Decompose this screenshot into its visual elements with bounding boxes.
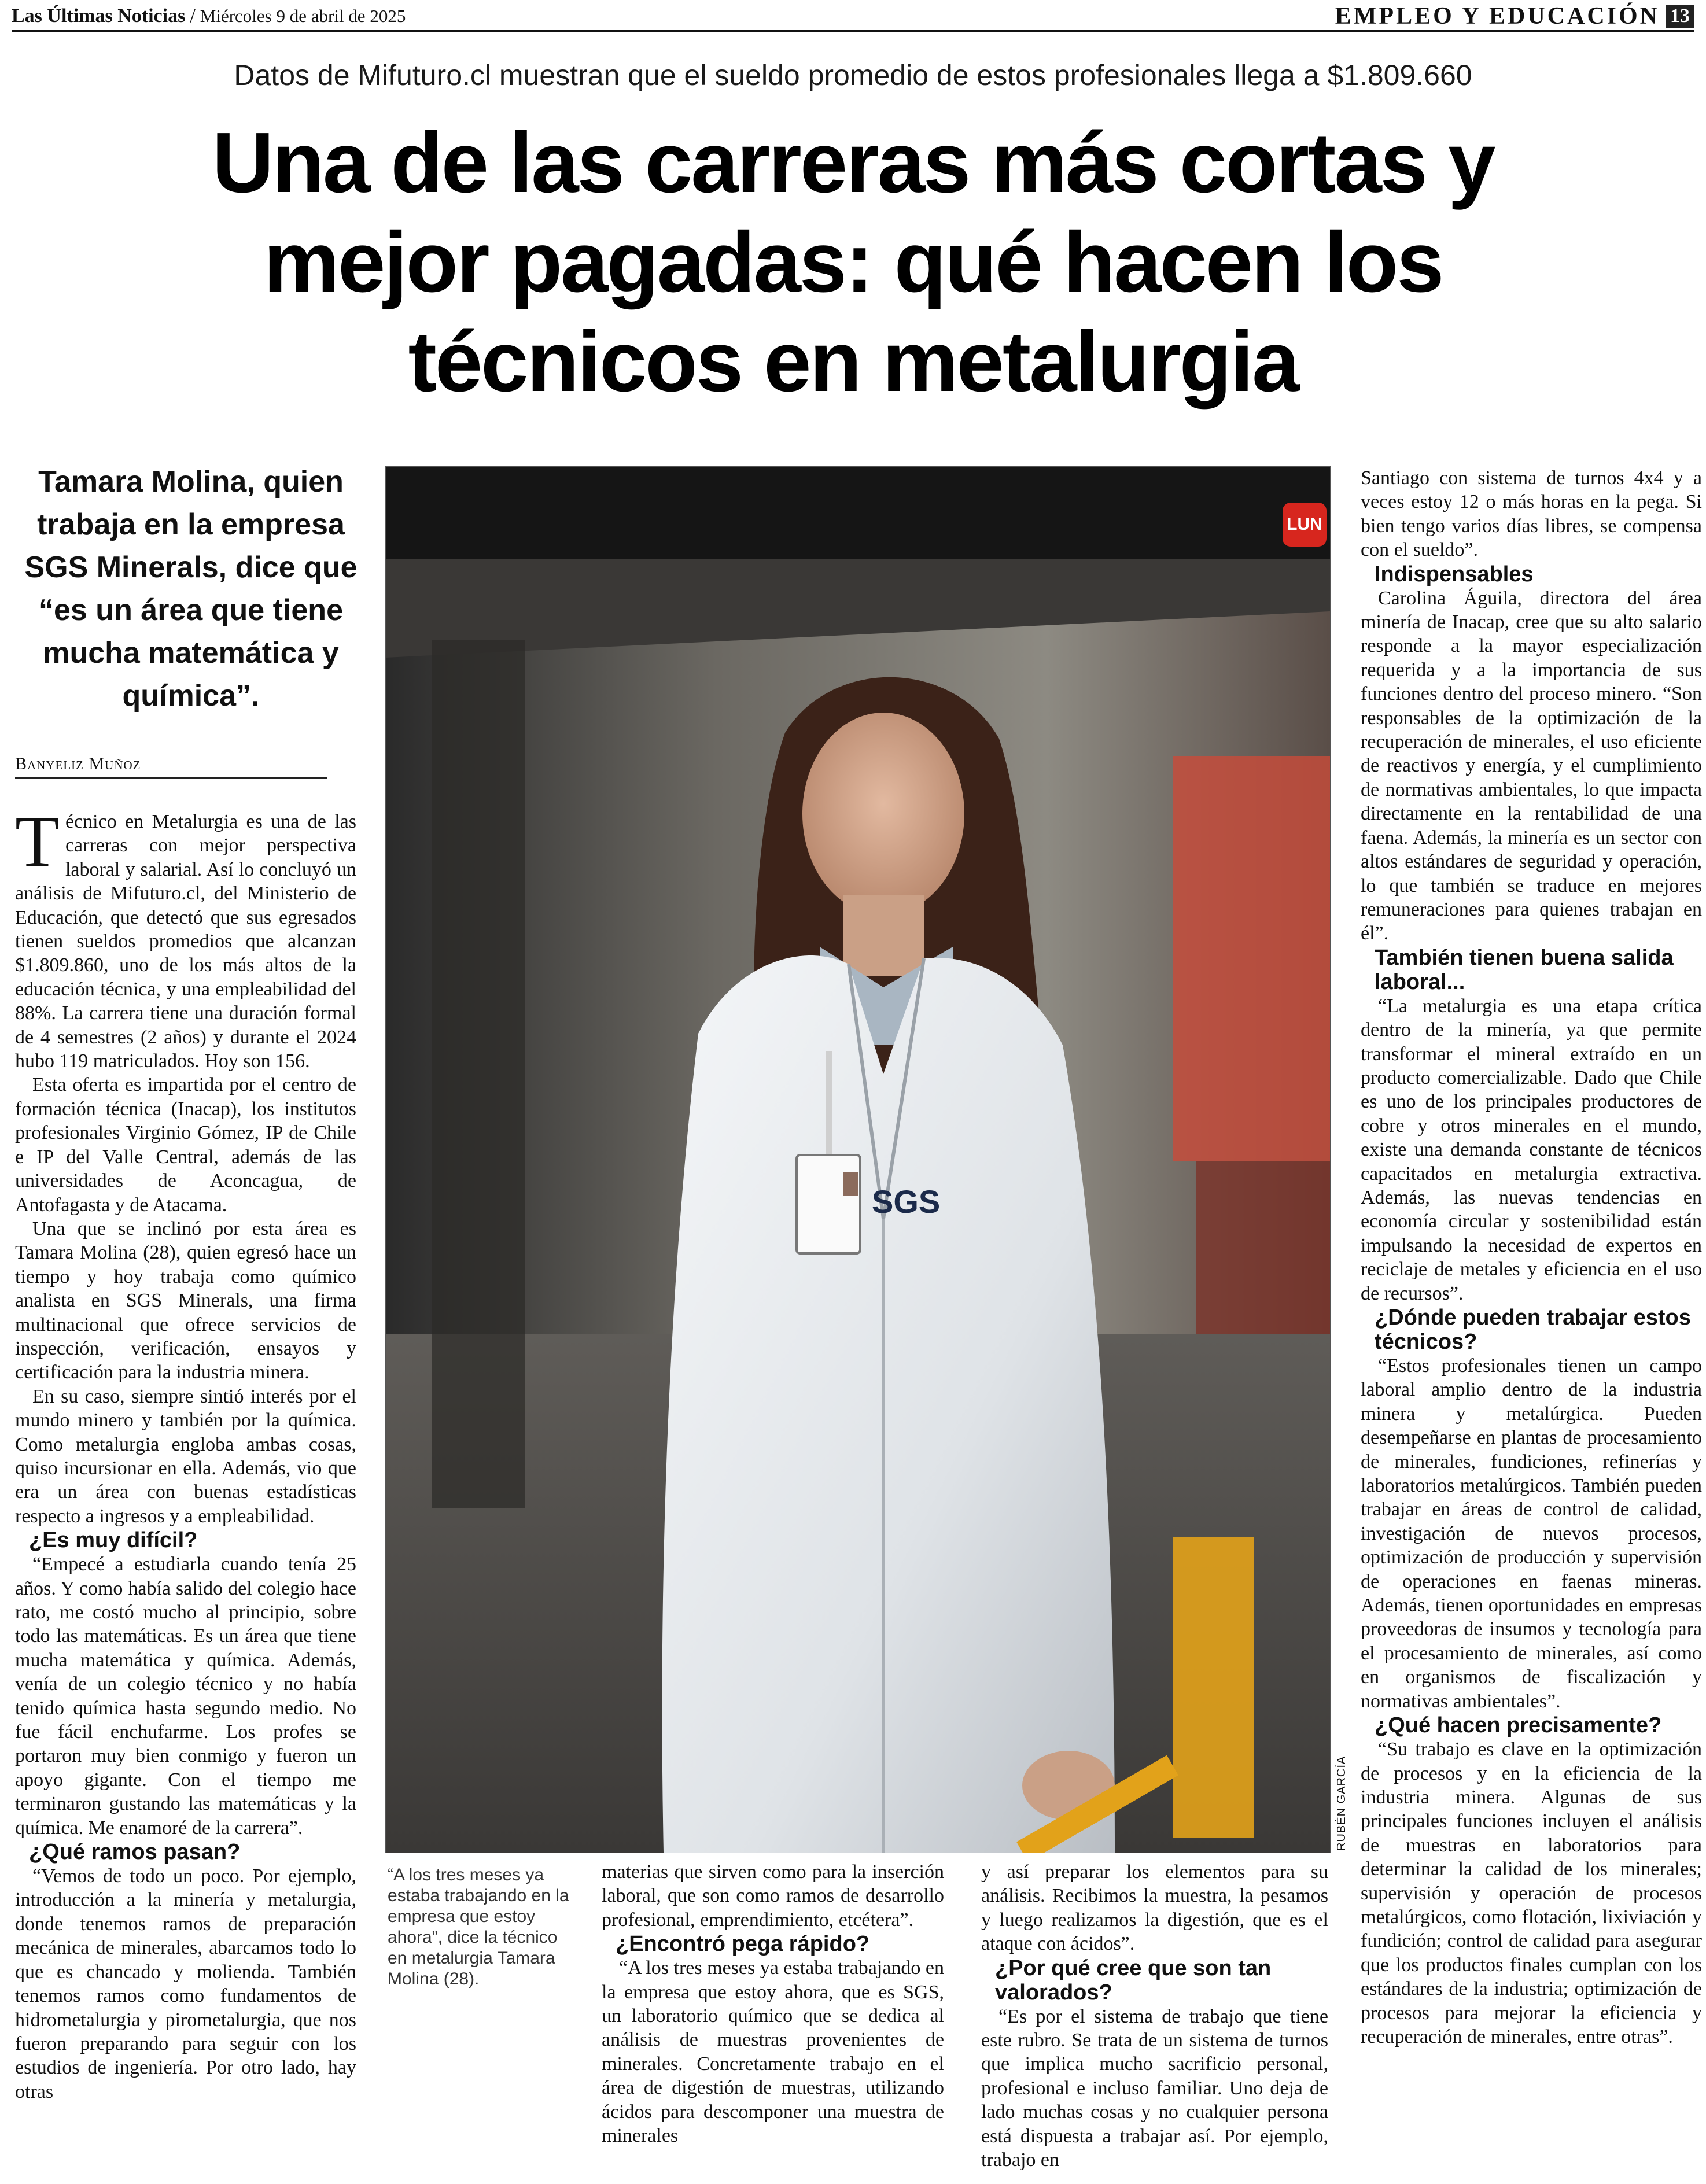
- masthead: [12, 3, 1694, 32]
- dropcap: T: [15, 810, 60, 882]
- paragraph: “Estos profesionales tienen un campo laboral amplio dentro de la industria minera y metalúrgica. Pueden desempeñarse en plantas de procesamiento de minerales, fundiciones, refinerías y laboratorios metalúrgicos. También pueden trabajar en áreas de control de calidad, investigación de nuevos procesos, optimización de producción y supervisión de operaciones en faenas mineras. Además, tienen oportunidades en empresas proveedoras de insumos y tecnología para el procesamiento de minerales, así como en organismos de fiscalización y normativas ambientales”.: [1361, 1355, 1702, 1712]
- paragraph: “Es por el sistema de trabajo que tiene este rubro. Se trata de un sistema de turnos que implica mucho sacrificio personal, profesional e incluso familiar. Uno deja de lado muchas cosas y no cualquier persona está dispuesta a trabajar así. Por ejemplo, trabajo en: [981, 2005, 1328, 2171]
- subheading: También tienen buena salida laboral...: [1375, 945, 1674, 994]
- paragraph: écnico en Metalurgia es una de las carreras con mejor perspectiva laboral y salarial. Así lo concluyó un análisis de Mifuturo.cl, del Ministerio de Educación, que detectó que sus egresados tienen sueldos promedios que alcanzan $1.809.860, uno de los más altos de la educación técnica, y una empleabilidad del 88%. La carrera tiene una duración formal de 4 semestres (2 años) y durante el 2024 hubo 119 matriculados. Hoy son 156.: [15, 811, 356, 1072]
- subheading: ¿Es muy difícil?: [29, 1528, 198, 1553]
- column-body: [1361, 466, 1702, 2049]
- column-body: [602, 1860, 944, 2148]
- deck: Tamara Molina, quien trabaja en la empresa SGS Minerals, dice que “es un área que tiene mucha matemática y química”.: [24, 465, 358, 713]
- subheading: ¿Dónde pueden trabajar estos técnicos?: [1375, 1305, 1691, 1354]
- header-separator: /: [190, 5, 196, 27]
- section-name: EMPLEO Y EDUCACIÓN: [1335, 3, 1660, 29]
- paper-name: [12, 3, 406, 29]
- paragraph: Santiago con sistema de turnos 4x4 y a veces estoy 12 o más horas en la pega. Si bien tengo varios días libres, se compensa con el sueldo”.: [1361, 467, 1702, 561]
- coat-logo-text: SGS: [872, 1183, 941, 1220]
- photo-caption: “A los tres meses ya estaba trabajando en la empresa que estoy ahora”, dice la técnico en metalurgia Tamara Molina (28).: [388, 1865, 569, 1989]
- page-number: 13: [1666, 5, 1694, 28]
- column-body: [15, 810, 356, 2104]
- subheading: ¿Qué hacen precisamente?: [1375, 1713, 1662, 1738]
- paragraph: Una que se inclinó por esta área es Tamara Molina (28), quien egresó hace un tiempo y hoy trabaja como químico analista en SGS Minerals, una firma multinacional que ofrece servicios de inspección, verificación, ensayos y certificación para la industria minera.: [15, 1218, 356, 1384]
- main-photo: [385, 466, 1331, 1853]
- paragraph: “La metalurgia es una etapa crítica dentro de la minería, ya que permite transformar el mineral extraído en un producto comercializable. Dado que Chile es uno de los principales productores de cobre y otros minerales en el mundo, existe una demanda constante de técnicos capacitados en metalurgia extractiva. Además, las nuevas tendencias en economía circular y sostenibilidad están impulsando la necesidad de expertos en reciclaje de metales y eficiencia en el uso de recursos”.: [1361, 995, 1702, 1304]
- photo-credit-text: RUBÉN GARCÍA: [1335, 1755, 1348, 1851]
- kicker: Datos de Mifuturo.cl muestran que el sueldo promedio de estos profesionales llega a $1.809.660: [234, 59, 1472, 91]
- paper-title: Las Últimas Noticias: [12, 5, 186, 27]
- photo-illustration: [386, 467, 1330, 1853]
- paragraph: materias que sirven como para la inserción laboral, que son como ramos de desarrollo profesional, emprendimiento, etcétera”.: [602, 1861, 944, 1931]
- paragraph: Esta oferta es impartida por el centro de formación técnica (Inacap), los institutos profesionales Virginio Gómez, IP de Chile e IP del Valle Central, además de las universidades de Aconcagua, de Antofagasta y de Atacama.: [15, 1074, 356, 1216]
- paragraph: En su caso, siempre sintió interés por el mundo minero y también por la química. Como metalurgia engloba ambas cosas, quiso incursionar en ella. Además, vio que era un área con buenas estadísticas respecto a ingresos y a empleabilidad.: [15, 1385, 356, 1527]
- lun-logo: LUN: [1283, 503, 1327, 547]
- paragraph: “Empecé a estudiarla cuando tenía 25 años. Y como había salido del colegio hace rato, me costó mucho al principio, sobre todo las matemáticas. Es un área que tiene mucha matemática y química. Además, venía de un colegio técnico y no había tenido química hasta segundo medio. No fue fácil enchufarme. Los profes se portaron muy bien conmigo y fueron un apoyo gigante. Con el tiempo me terminaron gustando las matemáticas y la química. Me enamoré de la carrera”.: [15, 1554, 356, 1839]
- subheading: ¿Qué ramos pasan?: [29, 1840, 241, 1865]
- issue-date: Miércoles 9 de abril de 2025: [200, 6, 406, 26]
- headline: Una de las carreras más cortas y mejor pagadas: qué hacen los técnicos en metalurgia: [212, 115, 1494, 410]
- article-column-3: [981, 1860, 1328, 2184]
- article-column-4: [1361, 466, 1702, 2184]
- photo-credit: [1331, 1689, 1354, 1851]
- paragraph: “A los tres meses ya estaba trabajando en la empresa que estoy ahora, que es SGS, un laboratorio químico que se dedica al análisis de muestras provenientes de minerales. Concretamente trabajo en el área de digestión de muestras, utilizando ácidos para descomponer una muestra de minerales: [602, 1957, 944, 2147]
- byline: Banyeliz Muñoz: [15, 754, 327, 779]
- subheading: Indispensables: [1375, 562, 1534, 586]
- article-column-2: [602, 1860, 944, 2184]
- column-body: [981, 1860, 1328, 2172]
- paragraph: “Vemos de todo un poco. Por ejemplo, introducción a la minería y metalurgia, donde tenemos ramos de preparación mecánica de minerales, abarcamos todo lo que es chancado y molienda. También tenemos ramos como fundamentos de hidrometalurgia y pirometalurgia, que nos fueron preparando para seguir con los estudios de ingeniería. Por otro lado, hay otras: [15, 1865, 356, 2102]
- article-column-1: [15, 810, 356, 2184]
- subheading: ¿Encontró pega rápido?: [616, 1932, 870, 1957]
- subheading: ¿Por qué cree que son tan valorados?: [995, 1956, 1272, 2005]
- paragraph: Carolina Águila, directora del área minería de Inacap, cree que su alto salario responde a la mayor especialización requerida y a la importancia de sus funciones dentro del proceso minero. “Son responsables de la optimización de la recuperación de minerales, el uso eficiente de reactivos y energía, y el cumplimiento de normativas ambientales, lo que impacta directamente en la rentabilidad de una faena. Además, la minería es un sector con altos estándares de seguridad y operación, lo que también se traduce en mejores remuneraciones para quienes trabajan en él”.: [1361, 587, 1702, 945]
- paragraph: y así preparar los elementos para su análisis. Recibimos la muestra, la pesamos y luego realizamos la digestión, que es el ataque con ácidos”.: [981, 1861, 1328, 1955]
- paragraph: “Su trabajo es clave en la optimización de procesos y en la eficiencia de la industria minera. Algunas de sus principales funciones incluyen el análisis de muestras en laboratorios para determinar la calidad de los minerales; supervisión y operación de procesos metalúrgicos, como flotación, lixiviación y fundición; control de calidad para asegurar que los productos finales cumplan con los estándares de la industria; optimización de procesos para mejorar la eficiencia y recuperación de minerales, entre otras”.: [1361, 1739, 1702, 2048]
